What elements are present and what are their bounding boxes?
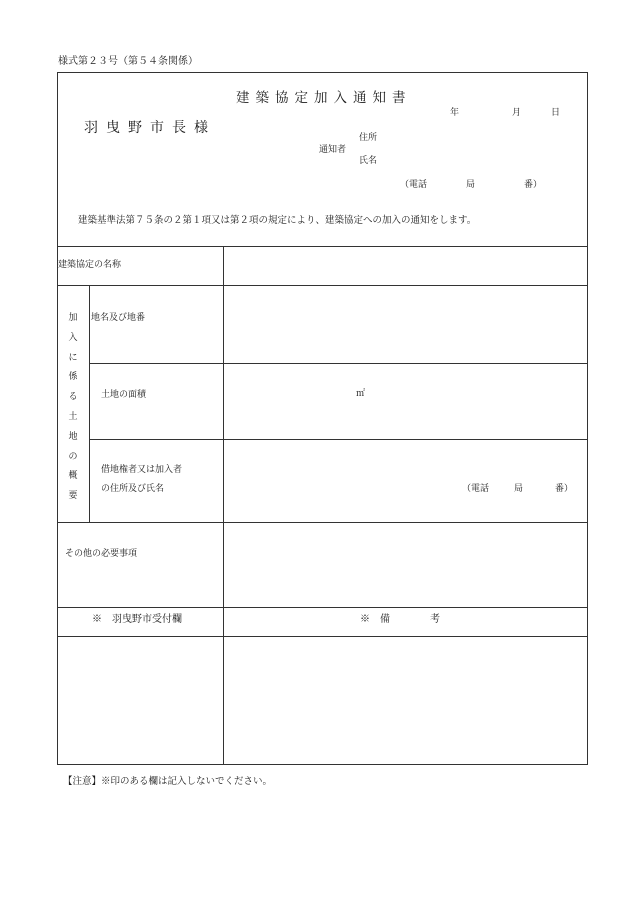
document-title: 建築協定加入通知書 (236, 90, 412, 106)
reception-header: ※ 羽曳野市受付欄 (92, 614, 182, 625)
notifier-address-label: 住所 (359, 133, 378, 143)
lessee-phone-close: 番） (555, 484, 574, 494)
notifier-name-label: 氏名 (359, 156, 378, 166)
lessee-phone-exchange: 局 (514, 484, 524, 494)
land-summary-char: る (68, 392, 78, 403)
land-summary-char: 概 (68, 471, 78, 482)
area-unit: ㎡ (356, 389, 366, 399)
lessee-phone-open: （電話 (462, 484, 490, 494)
land-summary-char: 加 (68, 313, 78, 323)
land-summary-char: 土 (68, 411, 78, 422)
date-month-label: 月 (512, 108, 522, 118)
land-summary-char: 係 (68, 372, 78, 383)
form-number: 様式第２３号（第５４条関係） (58, 56, 198, 67)
date-day-label: 日 (551, 108, 561, 118)
notifier-phone-exchange: 局 (466, 180, 476, 190)
land-summary-char: 地 (68, 431, 78, 442)
land-area-label: 土地の面積 (101, 390, 147, 400)
lessee-label-line2: の住所及び氏名 (101, 484, 165, 494)
land-summary-char: 入 (68, 332, 78, 343)
date-year-label: 年 (450, 108, 460, 118)
location-label: 地名及び地番 (91, 313, 146, 323)
notifier-label: 通知者 (319, 145, 347, 155)
lessee-label-line1: 借地権者又は加入者 (101, 465, 183, 475)
land-summary-char: に (68, 352, 78, 363)
remarks-header: ※ 備 考 (360, 614, 440, 625)
land-summary-char: の (68, 451, 78, 462)
notifier-phone-close: 番） (524, 180, 543, 190)
other-matters-label: その他の必要事項 (65, 549, 138, 559)
notifier-phone-open: （電話 (400, 180, 428, 190)
addressee: 羽曳野市長様 (84, 120, 216, 136)
land-summary-label (67, 309, 79, 507)
statement-text: 建築基準法第７５条の２第１項又は第２項の規定により、建築協定への加入の通知をします。 (78, 215, 477, 226)
agreement-name-label: 建築協定の名称 (58, 260, 122, 270)
land-summary-char: 要 (68, 491, 78, 502)
footnote: 【注意】※印のある欄は記入しないでください。 (63, 776, 273, 787)
